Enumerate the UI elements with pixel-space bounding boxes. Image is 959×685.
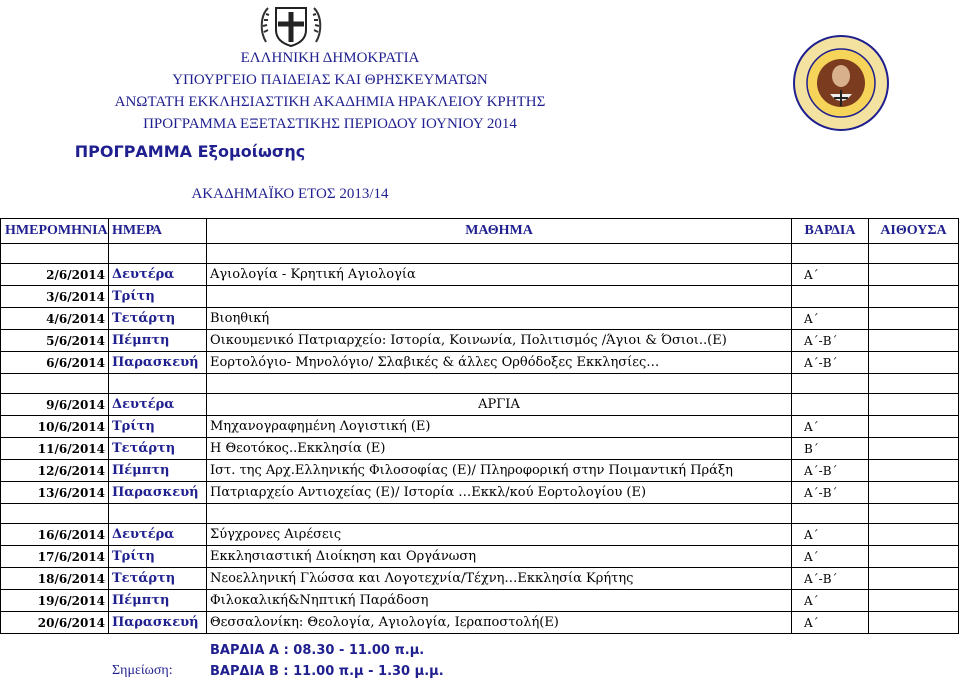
row-holiday: ΑΡΓΙΑ — [207, 394, 792, 416]
row-shift: Α΄ — [792, 308, 869, 330]
header-line-exam-period: ΠΡΟΓΡΑΜΜΑ ΕΞΕΤΑΣΤΙΚΗΣ ΠΕΡΙΟΔΟΥ ΙΟΥΝΙΟΥ 2014 — [143, 116, 517, 132]
table-row — [1, 352, 959, 374]
row-course: Εκκλησιαστική Διοίκηση και Οργάνωση — [207, 546, 792, 568]
column-header-day: ΗΜΕΡΑ — [109, 219, 207, 244]
row-date: 4/6/2014 — [1, 308, 109, 330]
row-course: Θεσσαλονίκη: Θεολογία, Αγιολογία, Ιεραποστολή(Ε) — [207, 612, 792, 634]
table-row — [1, 546, 959, 568]
row-day: Δευτέρα — [109, 524, 207, 546]
row-course: Εορτολόγιο- Μηνολόγιο/ Σλαβικές & άλλες Ορθόδοξες Εκκλησίες… — [207, 352, 792, 374]
row-shift: Α΄ — [792, 590, 869, 612]
table-row — [1, 482, 959, 504]
table-row — [1, 568, 959, 590]
row-day: Παρασκευή — [109, 612, 207, 634]
row-room — [869, 524, 959, 546]
row-course: Αγιολογία - Κρητική Αγιολογία — [207, 264, 792, 286]
row-room — [869, 286, 959, 308]
row-course: Νεοελληνική Γλώσσα και Λογοτεχνία/Τέχνη…Εκκλησία Κρήτης — [207, 568, 792, 590]
table-row — [1, 524, 959, 546]
header-line-academy: ΑΝΩΤΑΤΗ ΕΚΚΛΗΣΙΑΣΤΙΚΗ ΑΚΑΔΗΜΙΑ ΗΡΑΚΛΕΙΟΥ ΚΡΗΤΗΣ — [114, 94, 546, 110]
exam-schedule-table — [0, 218, 959, 634]
row-day: Παρασκευή — [109, 352, 207, 374]
row-date: 18/6/2014 — [1, 568, 109, 590]
table-row — [1, 438, 959, 460]
row-room — [869, 568, 959, 590]
column-header-shift: ΒΑΡΔΙΑ — [792, 219, 869, 244]
row-room — [869, 352, 959, 374]
row-room — [869, 482, 959, 504]
row-day: Πέμπτη — [109, 330, 207, 352]
column-header-date: ΗΜΕΡΟΜΗΝΙΑ — [1, 219, 109, 244]
table-row — [1, 394, 959, 416]
row-day: Τετάρτη — [109, 438, 207, 460]
row-shift: Α΄ — [792, 524, 869, 546]
row-day: Πέμπτη — [109, 460, 207, 482]
spacer-row — [1, 504, 959, 524]
row-course: Μηχανογραφημένη Λογιστική (Ε) — [207, 416, 792, 438]
row-course: Σύγχρονες Αιρέσεις — [207, 524, 792, 546]
table-row — [1, 264, 959, 286]
row-date: 13/6/2014 — [1, 482, 109, 504]
row-date: 20/6/2014 — [1, 612, 109, 634]
row-date: 9/6/2014 — [1, 394, 109, 416]
row-date: 5/6/2014 — [1, 330, 109, 352]
row-date: 6/6/2014 — [1, 352, 109, 374]
row-shift: Α΄-Β΄ — [792, 460, 869, 482]
row-room — [869, 612, 959, 634]
table-row — [1, 612, 959, 634]
table-row — [1, 416, 959, 438]
row-room — [869, 546, 959, 568]
row-shift — [792, 394, 869, 416]
row-room — [869, 438, 959, 460]
spacer-row — [1, 374, 959, 394]
row-room — [869, 308, 959, 330]
row-shift: Α΄-Β΄ — [792, 482, 869, 504]
column-header-room: ΑΙΘΟΥΣΑ — [869, 219, 959, 244]
row-room — [869, 330, 959, 352]
row-shift: Α΄ — [792, 264, 869, 286]
row-shift: Α΄ — [792, 546, 869, 568]
row-course: Πατριαρχείο Αντιοχείας (Ε)/ Ιστορία …Εκκλ/κού Εορτολογίου (Ε) — [207, 482, 792, 504]
academic-year: ΑΚΑΔΗΜΑΪΚΟ ΕΤΟΣ 2013/14 — [191, 186, 389, 202]
row-date: 17/6/2014 — [1, 546, 109, 568]
row-day: Τρίτη — [109, 416, 207, 438]
row-course: Φιλοκαλική&Νηπτική Παράδοση — [207, 590, 792, 612]
row-day: Τρίτη — [109, 286, 207, 308]
notes-label: Σημείωση: — [112, 663, 173, 678]
row-shift: Β΄ — [792, 438, 869, 460]
row-course — [207, 286, 792, 308]
column-header-course: ΜΑΘΗΜΑ — [207, 219, 792, 244]
row-shift: Α΄-Β΄ — [792, 568, 869, 590]
row-date: 19/6/2014 — [1, 590, 109, 612]
row-day: Τρίτη — [109, 546, 207, 568]
table-row — [1, 330, 959, 352]
row-day: Δευτέρα — [109, 264, 207, 286]
row-shift: Α΄-Β΄ — [792, 330, 869, 352]
row-shift: Α΄ — [792, 612, 869, 634]
academy-seal-icon — [792, 34, 890, 132]
row-shift — [792, 286, 869, 308]
row-date: 16/6/2014 — [1, 524, 109, 546]
shift-a-hours: ΒΑΡΔΙΑ Α : 08.30 - 11.00 π.μ. — [210, 643, 425, 658]
row-course: Η Θεοτόκος..Εκκλησία (Ε) — [207, 438, 792, 460]
shift-b-hours: ΒΑΡΔΙΑ Β : 11.00 π.μ - 1.30 μ.μ. — [210, 664, 444, 679]
row-date: 3/6/2014 — [1, 286, 109, 308]
row-room — [869, 460, 959, 482]
row-course: Ιστ. της Αρχ.Ελληνικής Φιλοσοφίας (Ε)/ Πληροφορική στην Ποιμαντική Πράξη — [207, 460, 792, 482]
greek-coat-of-arms-icon — [258, 2, 324, 50]
page-title: ΠΡΟΓΡΑΜΜΑ Εξομοίωσης — [74, 142, 306, 161]
row-day: Δευτέρα — [109, 394, 207, 416]
row-room — [869, 264, 959, 286]
table-row — [1, 308, 959, 330]
row-day: Τετάρτη — [109, 308, 207, 330]
row-room — [869, 590, 959, 612]
spacer-row — [1, 244, 959, 264]
row-shift: Α΄ — [792, 416, 869, 438]
row-day: Τετάρτη — [109, 568, 207, 590]
row-course: Οικουμενικό Πατριαρχείο: Ιστορία, Κοινωνία, Πολιτισμός /Άγιοι & Όσιοι..(Ε) — [207, 330, 792, 352]
row-date: 12/6/2014 — [1, 460, 109, 482]
header-line-republic: ΕΛΛΗΝΙΚΗ ΔΗΜΟΚΡΑΤΙΑ — [240, 50, 420, 66]
table-row — [1, 590, 959, 612]
header-line-ministry: ΥΠΟΥΡΓΕΙΟ ΠΑΙΔΕΙΑΣ ΚΑΙ ΘΡΗΣΚΕΥΜΑΤΩΝ — [172, 72, 488, 88]
row-date: 2/6/2014 — [1, 264, 109, 286]
row-date: 10/6/2014 — [1, 416, 109, 438]
row-date: 11/6/2014 — [1, 438, 109, 460]
row-room — [869, 416, 959, 438]
table-row — [1, 460, 959, 482]
row-room — [869, 394, 959, 416]
row-day: Παρασκευή — [109, 482, 207, 504]
row-shift: Α΄-Β΄ — [792, 352, 869, 374]
table-row — [1, 286, 959, 308]
row-course: Βιοηθική — [207, 308, 792, 330]
row-day: Πέμπτη — [109, 590, 207, 612]
table-header-row — [1, 219, 959, 244]
